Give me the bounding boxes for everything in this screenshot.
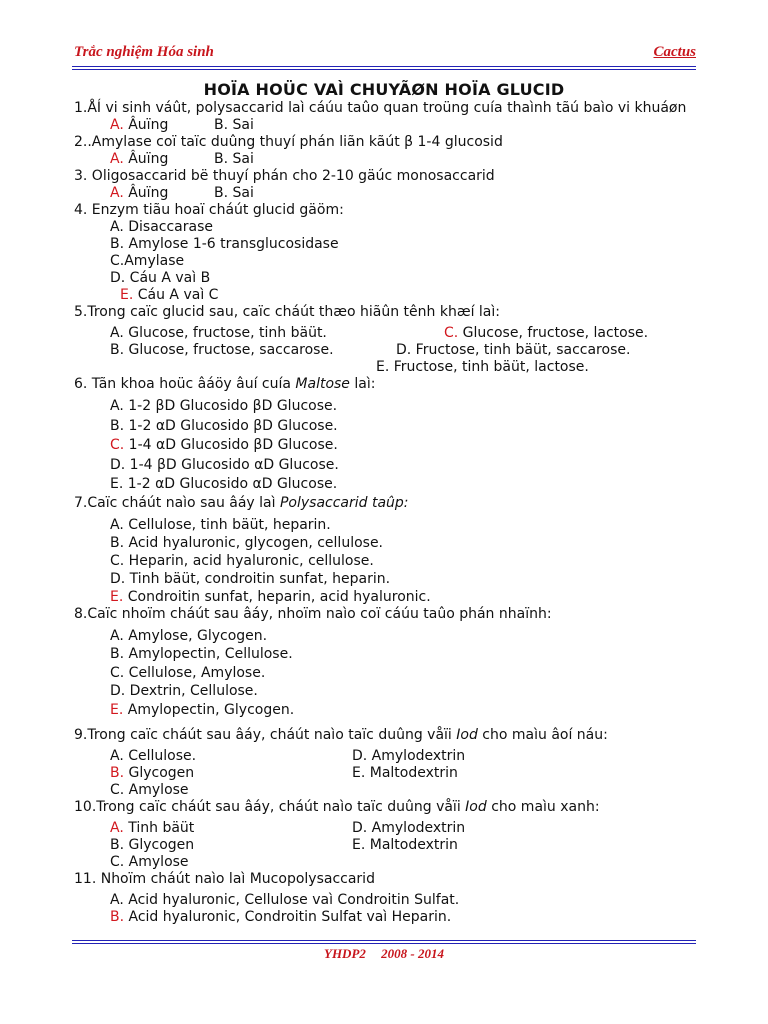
option-e: E. Maltodextrin bbox=[352, 765, 458, 781]
question-text: 1.ÅÍ vi sinh váût, polysaccarid laì cáúu taûo quan troüng cuía thaình tãú baìo vi khuáøn bbox=[74, 100, 687, 116]
option-b: B. Glycogen bbox=[110, 837, 195, 853]
option-a bbox=[110, 185, 214, 202]
answer-options bbox=[74, 820, 700, 871]
option-b bbox=[110, 765, 352, 782]
option-a bbox=[110, 151, 214, 168]
question-11 bbox=[74, 871, 700, 926]
question-text: 4. Enzym tiãu hoaï cháút glucid gäöm: bbox=[74, 202, 344, 218]
answer-mark: E. bbox=[120, 287, 134, 303]
option-e-text: Condroitin sunfat, heparin, acid hyaluronic. bbox=[123, 588, 431, 605]
page-title: HOÏA HOÜC VAÌ CHUYÃØN HOÏA GLUCID bbox=[203, 80, 565, 99]
option-c bbox=[444, 325, 648, 342]
question-text-part: cho maìu xanh: bbox=[486, 799, 600, 815]
footer-years: 2008 - 2014 bbox=[381, 946, 444, 961]
option-b: B. Sai bbox=[214, 151, 254, 167]
question-text-emphasis: Maltose bbox=[295, 376, 350, 392]
answer-mark: A. bbox=[110, 117, 124, 133]
option-d: D. Dextrin, Cellulose. bbox=[110, 683, 258, 699]
option-c bbox=[74, 436, 700, 456]
answer-options bbox=[74, 627, 700, 720]
question-5 bbox=[74, 304, 700, 376]
option-d: D. Amylodextrin bbox=[352, 820, 466, 836]
answer-mark: A. bbox=[110, 820, 124, 836]
question-1 bbox=[74, 100, 700, 134]
option-a: A. Amylose, Glycogen. bbox=[110, 627, 268, 644]
question-text: 3. Oligosaccarid bë thuyí phán cho 2-10 gäúc monosaccarid bbox=[74, 168, 495, 184]
option-b: B. 1-2 αD Glucosido βD Glucose. bbox=[110, 417, 338, 434]
option-b: B. Acid hyaluronic, glycogen, cellulose. bbox=[110, 534, 384, 551]
question-text bbox=[74, 727, 700, 744]
option-a-text: Tinh bäüt bbox=[123, 820, 195, 836]
option-e bbox=[74, 701, 700, 720]
option-row bbox=[74, 342, 700, 359]
option-c: C. Cellulose, Amylose. bbox=[110, 664, 266, 681]
question-text: 11. Nhoïm cháút naìo laì Mucopolysaccarid bbox=[74, 871, 375, 887]
option-d: D. Tinh bäüt, condroitin sunfat, heparin. bbox=[110, 570, 391, 587]
option-e: E. Fructose, tinh bäüt, lactose. bbox=[376, 359, 589, 375]
question-text-emphasis: Iod bbox=[456, 727, 478, 743]
option-c-text: 1-4 αD Glucosido βD Glucose. bbox=[124, 437, 338, 453]
header-rule bbox=[72, 66, 696, 70]
question-10 bbox=[74, 799, 700, 871]
option-c: C.Amylase bbox=[110, 253, 185, 269]
answer-options bbox=[74, 117, 700, 134]
empty-cell bbox=[352, 782, 612, 799]
page-header bbox=[72, 44, 696, 64]
option-b: B. Sai bbox=[214, 117, 254, 133]
answer-mark: C. bbox=[444, 325, 459, 341]
option-c: C. Heparin, acid hyaluronic, cellulose. bbox=[110, 552, 374, 569]
option-a bbox=[110, 820, 352, 837]
option-a-text: Âuïng bbox=[123, 117, 169, 133]
question-text-part: 7.Caïc cháút naìo sau âáy laì bbox=[74, 494, 280, 511]
question-text-emphasis: Polysaccarid taûp: bbox=[279, 494, 409, 511]
question-text: 5.Trong caïc glucid sau, caïc cháút thæo hiãûn tênh khæí laì: bbox=[74, 304, 500, 320]
option-e-text: Cáu A vaì C bbox=[133, 287, 219, 303]
question-text: 8.Caïc nhoïm cháút sau âáy, nhoïm naìo coï cáúu taûo phán nhaïnh: bbox=[74, 605, 552, 622]
option-b: B. Glucose, fructose, saccarose. bbox=[110, 342, 334, 358]
answer-options bbox=[74, 397, 700, 495]
answer-options bbox=[74, 185, 700, 202]
option-b: B. Amylopectin, Cellulose. bbox=[110, 646, 293, 662]
question-text bbox=[74, 799, 700, 816]
question-8 bbox=[74, 606, 700, 720]
option-b: B. Sai bbox=[214, 185, 254, 201]
option-d: D. 1-4 βD Glucosido αD Glucose. bbox=[110, 456, 339, 473]
answer-options bbox=[74, 219, 700, 304]
answer-options bbox=[74, 151, 700, 168]
question-4 bbox=[74, 202, 700, 304]
answer-options bbox=[74, 748, 700, 799]
question-list bbox=[74, 100, 700, 926]
header-author: Cactus bbox=[653, 44, 696, 60]
question-text-emphasis: Iod bbox=[465, 799, 487, 815]
option-a: A. Cellulose, tinh bäüt, heparin. bbox=[110, 516, 331, 533]
question-7 bbox=[74, 495, 700, 606]
option-a bbox=[110, 117, 214, 134]
option-c-text: Glucose, fructose, lactose. bbox=[458, 325, 649, 341]
option-row bbox=[74, 359, 700, 376]
option-b bbox=[74, 909, 700, 926]
question-2 bbox=[74, 134, 700, 168]
question-9 bbox=[74, 727, 700, 799]
option-a: A. Disaccarase bbox=[110, 219, 213, 235]
option-c: C. Amylose bbox=[110, 854, 189, 870]
answer-mark: E. bbox=[110, 588, 124, 605]
answer-mark: A. bbox=[110, 151, 124, 167]
option-c: C. Amylose bbox=[110, 782, 189, 798]
answer-mark: B. bbox=[110, 765, 125, 781]
option-e bbox=[74, 287, 700, 304]
option-e bbox=[74, 588, 700, 606]
option-a: A. Glucose, fructose, tinh bäüt. bbox=[110, 325, 327, 341]
option-d: D. Amylodextrin bbox=[352, 748, 466, 764]
question-text-part: 9.Trong caïc cháút sau âáy, cháút naìo taïc duûng våïi bbox=[74, 727, 457, 743]
option-a: A. Cellulose. bbox=[110, 748, 197, 764]
answer-mark: A. bbox=[110, 185, 124, 201]
option-e: E. Maltodextrin bbox=[352, 837, 458, 853]
question-text bbox=[74, 495, 700, 512]
header-subject: Trắc nghiệm Hóa sinh bbox=[74, 44, 214, 60]
option-a: A. 1-2 βD Glucosido βD Glucose. bbox=[110, 398, 338, 414]
option-d: D. Cáu A vaì B bbox=[110, 270, 211, 286]
question-text-part: cho maìu âoí náu: bbox=[477, 727, 608, 743]
option-e: E. 1-2 αD Glucosido αD Glucose. bbox=[110, 476, 338, 492]
footer-rule bbox=[72, 940, 696, 944]
answer-mark: C. bbox=[110, 437, 125, 453]
answer-options bbox=[74, 516, 700, 606]
question-6 bbox=[74, 376, 700, 495]
question-text-part: 10.Trong caïc cháút sau âáy, cháút naìo taïc duûng våïi bbox=[74, 799, 466, 815]
option-a-text: Âuïng bbox=[123, 151, 169, 167]
question-text-part: 6. Tãn khoa hoüc âáöy âuí cuía bbox=[74, 376, 296, 392]
option-b: B. Amylose 1-6 transglucosidase bbox=[110, 236, 339, 252]
option-b-text: Glycogen bbox=[124, 765, 195, 781]
question-text: 2..Amylase coï taïc duûng thuyí phán liãn kãút β 1-4 glucosid bbox=[74, 134, 503, 150]
page-footer bbox=[0, 946, 768, 962]
option-d: D. Fructose, tinh bäüt, saccarose. bbox=[396, 342, 631, 358]
footer-class: YHDP2 bbox=[324, 946, 366, 961]
option-row bbox=[74, 325, 700, 342]
option-e-text: Amylopectin, Glycogen. bbox=[123, 701, 295, 718]
question-text-part: laì: bbox=[349, 376, 376, 392]
option-a: A. Acid hyaluronic, Cellulose vaì Condroitin Sulfat. bbox=[110, 892, 460, 908]
empty-cell bbox=[352, 854, 612, 871]
answer-mark: E. bbox=[110, 701, 124, 718]
answer-mark: B. bbox=[110, 909, 125, 925]
question-3 bbox=[74, 168, 700, 202]
option-a-text: Âuïng bbox=[123, 185, 169, 201]
answer-options bbox=[74, 892, 700, 926]
question-text bbox=[74, 376, 700, 393]
option-b-text: Acid hyaluronic, Condroitin Sulfat vaì Heparin. bbox=[124, 909, 452, 925]
